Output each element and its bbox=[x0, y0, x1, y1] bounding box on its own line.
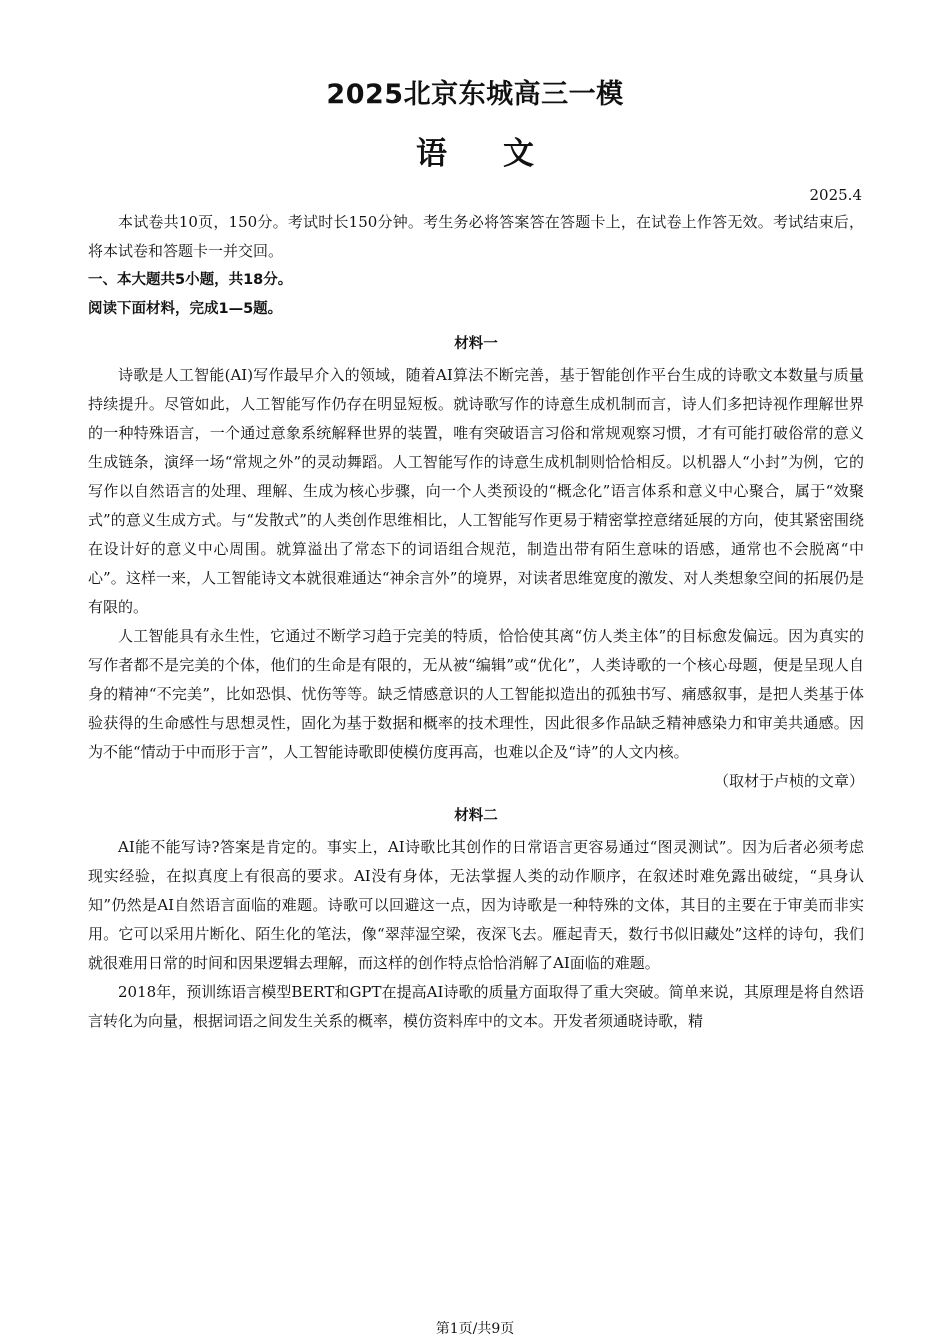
material-2-title: 材料二 bbox=[454, 808, 498, 824]
section-heading: 一、本大题共5小题，共18分。 bbox=[88, 272, 293, 288]
material-1-title: 材料一 bbox=[454, 336, 498, 352]
material-2-paragraph-2: 2018年，预训练语言模型BERT和GPT在提高AI诗歌的质量方面取得了重大突破。简单来说，其原理是将自然语言转化为向量，根据词语之间发生关系的概率，模仿资料库中的文本。开发者须通晓诗歌，精 bbox=[88, 983, 864, 1030]
instructions: 本试卷共10页，150分。考试时长150分钟。考生务必将答案答在答题卡上，在试卷上作答无效。考试结束后，将本试卷和答题卡一并交回。 bbox=[88, 213, 864, 260]
exam-title: 2025北京东城高三一模 bbox=[326, 79, 624, 110]
material-2-paragraph-1: AI能不能写诗?答案是肯定的。事实上，AI诗歌比其创作的日常语言更容易通过“图灵测试”。因为后者必须考虑现实经验，在拟真度上有很高的要求。AI没有身体，无法掌握人类的动作顺序，在叙述时难免露出破绽，“具身认知”仍然是AI自然语言面临的难题。诗歌可以回避这一点，因为诗歌是一种特殊的文体，其目的主要在于审美而非实用。它可以采用片断化、陌生化的笔法，像“翠萍湿空梁，夜深飞去。雁起青天，数行书似旧藏处”这样的诗句，我们就很难用日常的时间和因果逻辑去理解，而这样的创作特点恰恰消解了AI面临的难题。 bbox=[88, 838, 864, 972]
material-1-paragraph-1: 诗歌是人工智能(AI)写作最早介入的领域，随着AI算法不断完善，基于智能创作平台生成的诗歌文本数量与质量持续提升。尽管如此，人工智能写作仍存在明显短板。就诗歌写作的诗意生成机制而言，诗人们多把诗视作理解世界的一种特殊语言，一个通过意象系统解释世界的装置，唯有突破语言习俗和常规观察习惯，才有可能打破俗常的意义生成链条，演绎一场“常规之外”的灵动舞蹈。人工智能写作的诗意生成机制则恰恰相反。以机器人“小封”为例，它的写作以自然语言的处理、理解、生成为核心步骤，向一个人类预设的“概念化”语言体系和意义中心聚合，属于“效聚式”的意义生成方式。与“发散式”的人类创作思维相比，人工智能写作更易于精密掌控意绪延展的方向，使其紧密围绕在设计好的意义中心周围。就算溢出了常态下的词语组合规范，制造出带有陌生意味的语感，通常也不会脱离“中心”。这样一来，人工智能诗文本就很难通达“神余言外”的境界，对读者思维宽度的激发、对人类想象空间的拓展仍是有限的。 bbox=[88, 366, 864, 616]
material-1-source: （取材于卢桢的文章） bbox=[713, 772, 864, 790]
subject-title: 语文 bbox=[416, 136, 590, 172]
exam-date: 2025.4 bbox=[809, 186, 862, 204]
section-directive: 阅读下面材料，完成1—5题。 bbox=[88, 301, 283, 317]
exam-content bbox=[88, 208, 864, 1036]
page-number: 第1页/共9页 bbox=[435, 1321, 515, 1337]
material-1-paragraph-2: 人工智能具有永生性，它通过不断学习趋于完美的特质，恰恰使其离“仿人类主体”的目标愈发偏远。因为真实的写作者都不是完美的个体，他们的生命是有限的，无从被“编辑”或“优化”，人类诗歌的一个核心母题，便是呈现人自身的精神“不完美”，比如恐惧、忧伤等等。缺乏情感意识的人工智能拟造出的孤独书写、痛感叙事，是把人类基于体验获得的生命感性与思想灵性，固化为基于数据和概率的技术理性，因此很多作品缺乏精神感染力和审美共通感。因为不能“情动于中而形于言”，人工智能诗歌即使模仿度再高，也难以企及“诗”的人文内核。 bbox=[88, 627, 864, 761]
